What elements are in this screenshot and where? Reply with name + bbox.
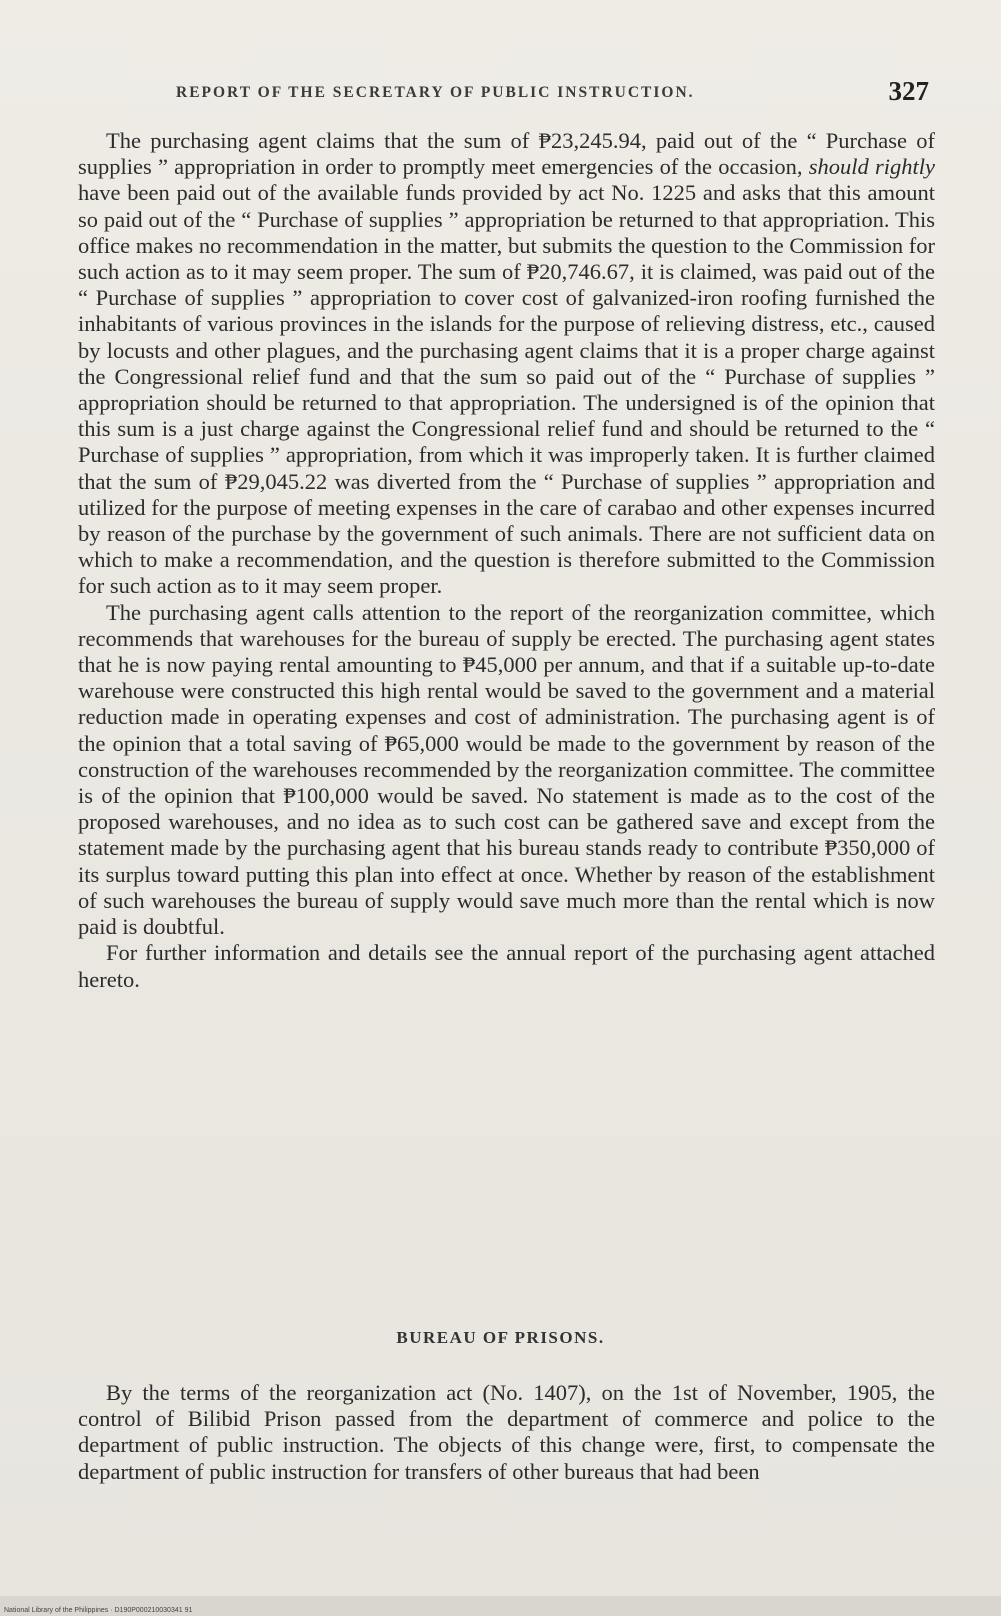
section-heading: BUREAU OF PRISONS.	[396, 1328, 605, 1347]
footer-credit: National Library of the Philippines · D190P000210030341 91	[4, 1607, 193, 1614]
page-number: 327	[888, 76, 929, 106]
paragraph-further-info: For further information and details see the annual report of the purchasing agent attached hereto.	[78, 940, 935, 992]
paragraph-text-start: The purchasing agent claims that the sum of ₱23,245.94, paid out of the “ Purchase of supplies ” appropriation in order to promptly meet emergencies of the occasion,	[78, 128, 935, 180]
emphasis-text: should rightly	[808, 154, 935, 180]
paragraph-warehouses: The purchasing agent calls attention to the report of the reorganization committee, which recommends that warehouses for the bureau of supply be erected. The purchasing agent states that he is now paying rental amounting to ₱45,000 per annum, and that if a suitable up-to-date warehouse were constructed this high rental would be saved to the government and a material reduction made in operating expenses and cost of administration. The purchasing agent is of the opinion that a total saving of ₱65,000 would be made to the government by reason of the construction of the warehouses recommended by the reorganization committee. The committee is of the opinion that ₱100,000 would be saved. No statement is made as to the cost of the proposed warehouses, and no idea as to such cost can be gathered save and except from the statement made by the purchasing agent that his bureau stands ready to contribute ₱350,000 of its surplus toward putting this plan into effect at once. Whether by reason of the establishment of such warehouses the bureau of supply would save much more than the rental which is now paid is doubtful.	[78, 599, 935, 940]
section-body-text	[78, 1380, 935, 1485]
running-title: REPORT OF THE SECRETARY OF PUBLIC INSTRUCTION.	[176, 84, 695, 101]
body-text	[78, 128, 935, 993]
running-head	[78, 76, 929, 116]
paragraph-bureau-of-prisons: By the terms of the reorganization act (No. 1407), on the 1st of November, 1905, the control of Bilibid Prison passed from the department of commerce and police to the department of public instruction. The objects of this change were, first, to compensate the department of public instruction for transfers of other bureaus that had been	[78, 1380, 935, 1484]
paragraph-purchase-claims	[78, 128, 935, 600]
paragraph-text-end: have been paid out of the available funds provided by act No. 1225 and asks that this amount so paid out of the “ Purchase of supplies ” appropriation be returned to that appropriation. This office makes no recommendation in the matter, but submits the question to the Commission for such action as to it may seem proper. The sum of ₱20,746.67, it is claimed, was paid out of the “ Purchase of supplies ” appropriation to cover cost of galvanized-iron roofing furnished the inhabitants of various provinces in the islands for the purpose of relieving distress, etc., caused by locusts and other plagues, and the purchasing agent claims that it is a proper charge against the Congressional relief fund and that the sum so paid out of the “ Purchase of supplies ” appropriation should be returned to that appropriation. The undersigned is of the opinion that this sum is a just charge against the Congressional relief fund and should be returned to the “ Purchase of supplies ” appropriation, from which it was improperly taken. It is further claimed that the sum of ₱29,045.22 was diverted from the “ Purchase of supplies ” appropriation and utilized for the purpose of meeting expenses in the care of carabao and other expenses incurred by reason of the purchase by the government of such animals. There are not sufficient data on which to make a recommendation, and the question is therefore submitted to the Commission for such action as to it may seem proper.	[78, 180, 935, 599]
footer-strip	[0, 1596, 1001, 1616]
